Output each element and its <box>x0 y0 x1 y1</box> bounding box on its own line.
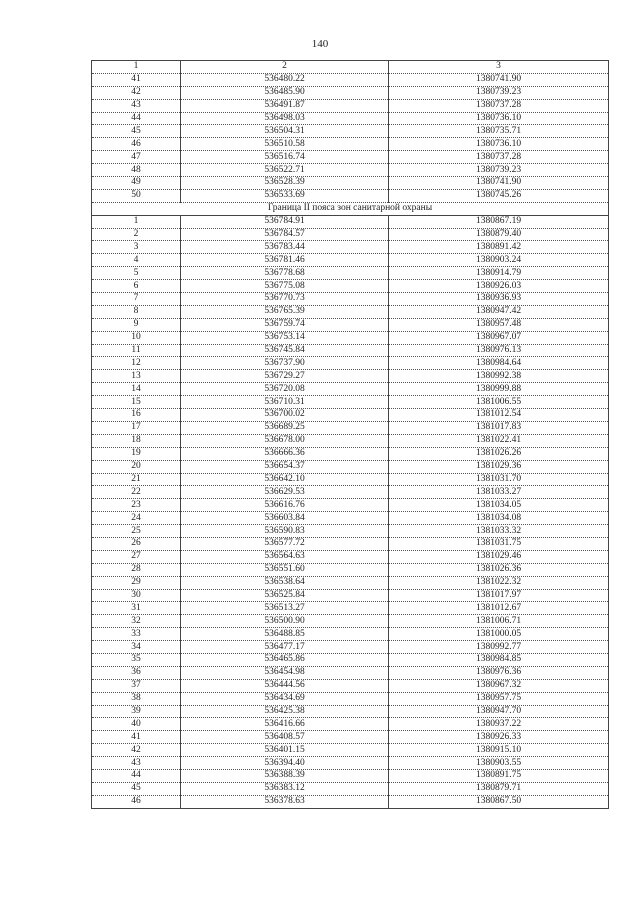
point-number-cell: 10 <box>92 331 181 344</box>
x-coordinate-cell: 536564.63 <box>181 550 389 563</box>
table-row <box>92 357 609 370</box>
x-coordinate-cell: 536737.90 <box>181 357 389 370</box>
point-number-cell: 43 <box>92 99 181 112</box>
y-coordinate-cell: 1381017.97 <box>389 589 609 602</box>
table-row <box>92 589 609 602</box>
x-coordinate-cell: 536513.27 <box>181 602 389 615</box>
x-coordinate-cell: 536783.44 <box>181 241 389 254</box>
x-coordinate-cell: 536525.84 <box>181 589 389 602</box>
table-row <box>92 99 609 112</box>
table-row <box>92 112 609 125</box>
x-coordinate-cell: 536477.17 <box>181 641 389 654</box>
x-coordinate-cell: 536629.53 <box>181 486 389 499</box>
header-row <box>92 61 609 74</box>
x-coordinate-cell: 536383.12 <box>181 782 389 795</box>
table-row <box>92 718 609 731</box>
y-coordinate-cell: 1380937.22 <box>389 718 609 731</box>
table-row <box>92 460 609 473</box>
point-number-cell: 4 <box>92 254 181 267</box>
point-number-cell: 38 <box>92 692 181 705</box>
x-coordinate-cell: 536616.76 <box>181 499 389 512</box>
x-coordinate-cell: 536491.87 <box>181 99 389 112</box>
table-row <box>92 86 609 99</box>
header-cell-y: 3 <box>389 61 609 74</box>
point-number-cell: 2 <box>92 228 181 241</box>
table-row <box>92 293 609 306</box>
x-coordinate-cell: 536590.83 <box>181 525 389 538</box>
x-coordinate-cell: 536753.14 <box>181 331 389 344</box>
point-number-cell: 42 <box>92 86 181 99</box>
x-coordinate-cell: 536710.31 <box>181 396 389 409</box>
table-row <box>92 383 609 396</box>
y-coordinate-cell: 1380735.71 <box>389 125 609 138</box>
y-coordinate-cell: 1381026.26 <box>389 447 609 460</box>
y-coordinate-cell: 1380745.26 <box>389 189 609 202</box>
point-number-cell: 46 <box>92 138 181 151</box>
table-row <box>92 628 609 641</box>
point-number-cell: 12 <box>92 357 181 370</box>
y-coordinate-cell: 1380926.33 <box>389 731 609 744</box>
point-number-cell: 48 <box>92 164 181 177</box>
point-number-cell: 19 <box>92 447 181 460</box>
y-coordinate-cell: 1381006.55 <box>389 396 609 409</box>
x-coordinate-cell: 536765.39 <box>181 305 389 318</box>
table-row <box>92 705 609 718</box>
x-coordinate-cell: 536759.74 <box>181 318 389 331</box>
point-number-cell: 40 <box>92 718 181 731</box>
y-coordinate-cell: 1381026.36 <box>389 563 609 576</box>
coordinates-table <box>91 60 609 809</box>
x-coordinate-cell: 536394.40 <box>181 757 389 770</box>
x-coordinate-cell: 536388.39 <box>181 769 389 782</box>
x-coordinate-cell: 536720.08 <box>181 383 389 396</box>
x-coordinate-cell: 536551.60 <box>181 563 389 576</box>
y-coordinate-cell: 1381000.05 <box>389 628 609 641</box>
section-title: Граница II пояса зон санитарной охраны <box>92 202 609 215</box>
y-coordinate-cell: 1380957.48 <box>389 318 609 331</box>
x-coordinate-cell: 536522.71 <box>181 164 389 177</box>
point-number-cell: 20 <box>92 460 181 473</box>
table-row <box>92 318 609 331</box>
point-number-cell: 23 <box>92 499 181 512</box>
table-row <box>92 267 609 280</box>
point-number-cell: 32 <box>92 615 181 628</box>
y-coordinate-cell: 1380999.88 <box>389 383 609 396</box>
y-coordinate-cell: 1380915.10 <box>389 744 609 757</box>
point-number-cell: 3 <box>92 241 181 254</box>
point-number-cell: 47 <box>92 151 181 164</box>
x-coordinate-cell: 536700.02 <box>181 409 389 422</box>
point-number-cell: 43 <box>92 757 181 770</box>
x-coordinate-cell: 536778.68 <box>181 267 389 280</box>
table-row <box>92 666 609 679</box>
header-cell-point: 1 <box>92 61 181 74</box>
x-coordinate-cell: 536729.27 <box>181 370 389 383</box>
table-row <box>92 731 609 744</box>
y-coordinate-cell: 1380739.23 <box>389 164 609 177</box>
point-number-cell: 45 <box>92 125 181 138</box>
point-number-cell: 49 <box>92 177 181 190</box>
x-coordinate-cell: 536603.84 <box>181 512 389 525</box>
table-row <box>92 525 609 538</box>
point-number-cell: 13 <box>92 370 181 383</box>
point-number-cell: 36 <box>92 666 181 679</box>
point-number-cell: 25 <box>92 525 181 538</box>
point-number-cell: 31 <box>92 602 181 615</box>
point-number-cell: 14 <box>92 383 181 396</box>
x-coordinate-cell: 536454.98 <box>181 666 389 679</box>
y-coordinate-cell: 1380936.93 <box>389 293 609 306</box>
table-row <box>92 177 609 190</box>
point-number-cell: 34 <box>92 641 181 654</box>
table-row <box>92 331 609 344</box>
x-coordinate-cell: 536408.57 <box>181 731 389 744</box>
table-row <box>92 189 609 202</box>
table-row <box>92 692 609 705</box>
point-number-cell: 33 <box>92 628 181 641</box>
x-coordinate-cell: 536770.73 <box>181 293 389 306</box>
y-coordinate-cell: 1380967.07 <box>389 331 609 344</box>
y-coordinate-cell: 1381017.83 <box>389 421 609 434</box>
table-row <box>92 370 609 383</box>
x-coordinate-cell: 536784.91 <box>181 215 389 228</box>
y-coordinate-cell: 1380891.42 <box>389 241 609 254</box>
table-row <box>92 550 609 563</box>
y-coordinate-cell: 1380947.70 <box>389 705 609 718</box>
y-coordinate-cell: 1380976.13 <box>389 344 609 357</box>
header-cell-x: 2 <box>181 61 389 74</box>
table-row <box>92 396 609 409</box>
point-number-cell: 24 <box>92 512 181 525</box>
y-coordinate-cell: 1380957.75 <box>389 692 609 705</box>
y-coordinate-cell: 1380992.77 <box>389 641 609 654</box>
x-coordinate-cell: 536577.72 <box>181 537 389 550</box>
point-number-cell: 17 <box>92 421 181 434</box>
x-coordinate-cell: 536510.58 <box>181 138 389 151</box>
x-coordinate-cell: 536781.46 <box>181 254 389 267</box>
y-coordinate-cell: 1380947.42 <box>389 305 609 318</box>
table-row <box>92 344 609 357</box>
y-coordinate-cell: 1381006.71 <box>389 615 609 628</box>
y-coordinate-cell: 1381029.46 <box>389 550 609 563</box>
x-coordinate-cell: 536504.31 <box>181 125 389 138</box>
table-row <box>92 254 609 267</box>
table-row <box>92 280 609 293</box>
x-coordinate-cell: 536516.74 <box>181 151 389 164</box>
point-number-cell: 5 <box>92 267 181 280</box>
point-number-cell: 39 <box>92 705 181 718</box>
table-row <box>92 757 609 770</box>
table-row <box>92 499 609 512</box>
y-coordinate-cell: 1380867.50 <box>389 795 609 808</box>
x-coordinate-cell: 536378.63 <box>181 795 389 808</box>
x-coordinate-cell: 536745.84 <box>181 344 389 357</box>
x-coordinate-cell: 536401.15 <box>181 744 389 757</box>
point-number-cell: 8 <box>92 305 181 318</box>
table-row <box>92 653 609 666</box>
point-number-cell: 21 <box>92 473 181 486</box>
x-coordinate-cell: 536784.57 <box>181 228 389 241</box>
x-coordinate-cell: 536444.56 <box>181 679 389 692</box>
x-coordinate-cell: 536528.39 <box>181 177 389 190</box>
y-coordinate-cell: 1381033.27 <box>389 486 609 499</box>
x-coordinate-cell: 536498.03 <box>181 112 389 125</box>
x-coordinate-cell: 536642.10 <box>181 473 389 486</box>
y-coordinate-cell: 1380926.03 <box>389 280 609 293</box>
table-row <box>92 125 609 138</box>
x-coordinate-cell: 536538.64 <box>181 576 389 589</box>
y-coordinate-cell: 1380736.10 <box>389 138 609 151</box>
y-coordinate-cell: 1381012.67 <box>389 602 609 615</box>
table-row <box>92 241 609 254</box>
y-coordinate-cell: 1380867.19 <box>389 215 609 228</box>
table-row <box>92 434 609 447</box>
x-coordinate-cell: 536500.90 <box>181 615 389 628</box>
y-coordinate-cell: 1380739.23 <box>389 86 609 99</box>
point-number-cell: 15 <box>92 396 181 409</box>
point-number-cell: 6 <box>92 280 181 293</box>
y-coordinate-cell: 1380967.32 <box>389 679 609 692</box>
table-row <box>92 769 609 782</box>
point-number-cell: 37 <box>92 679 181 692</box>
y-coordinate-cell: 1381034.08 <box>389 512 609 525</box>
y-coordinate-cell: 1381029.36 <box>389 460 609 473</box>
point-number-cell: 46 <box>92 795 181 808</box>
table-row <box>92 447 609 460</box>
y-coordinate-cell: 1380737.28 <box>389 99 609 112</box>
point-number-cell: 16 <box>92 409 181 422</box>
table-row <box>92 512 609 525</box>
page-number: 140 <box>311 38 329 50</box>
point-number-cell: 7 <box>92 293 181 306</box>
x-coordinate-cell: 536654.37 <box>181 460 389 473</box>
table-row <box>92 744 609 757</box>
point-number-cell: 28 <box>92 563 181 576</box>
point-number-cell: 26 <box>92 537 181 550</box>
x-coordinate-cell: 536666.36 <box>181 447 389 460</box>
y-coordinate-cell: 1381022.41 <box>389 434 609 447</box>
x-coordinate-cell: 536485.90 <box>181 86 389 99</box>
y-coordinate-cell: 1380741.90 <box>389 177 609 190</box>
table-row <box>92 228 609 241</box>
x-coordinate-cell: 536465.86 <box>181 653 389 666</box>
table-row <box>92 602 609 615</box>
y-coordinate-cell: 1381031.70 <box>389 473 609 486</box>
y-coordinate-cell: 1380879.40 <box>389 228 609 241</box>
point-number-cell: 35 <box>92 653 181 666</box>
point-number-cell: 22 <box>92 486 181 499</box>
point-number-cell: 44 <box>92 769 181 782</box>
coordinates-table-body <box>92 61 609 809</box>
table-row <box>92 473 609 486</box>
table-row <box>92 563 609 576</box>
table-row <box>92 138 609 151</box>
y-coordinate-cell: 1380984.64 <box>389 357 609 370</box>
y-coordinate-cell: 1380914.79 <box>389 267 609 280</box>
x-coordinate-cell: 536434.69 <box>181 692 389 705</box>
x-coordinate-cell: 536480.22 <box>181 73 389 86</box>
point-number-cell: 18 <box>92 434 181 447</box>
table-row <box>92 215 609 228</box>
point-number-cell: 27 <box>92 550 181 563</box>
y-coordinate-cell: 1380903.55 <box>389 757 609 770</box>
point-number-cell: 41 <box>92 73 181 86</box>
y-coordinate-cell: 1380736.10 <box>389 112 609 125</box>
table-row <box>92 679 609 692</box>
point-number-cell: 44 <box>92 112 181 125</box>
table-row <box>92 164 609 177</box>
table-row <box>92 537 609 550</box>
x-coordinate-cell: 536533.69 <box>181 189 389 202</box>
point-number-cell: 29 <box>92 576 181 589</box>
y-coordinate-cell: 1380737.28 <box>389 151 609 164</box>
y-coordinate-cell: 1380741.90 <box>389 73 609 86</box>
y-coordinate-cell: 1381022.32 <box>389 576 609 589</box>
y-coordinate-cell: 1380992.38 <box>389 370 609 383</box>
x-coordinate-cell: 536416.66 <box>181 718 389 731</box>
y-coordinate-cell: 1380891.75 <box>389 769 609 782</box>
y-coordinate-cell: 1381012.54 <box>389 409 609 422</box>
point-number-cell: 42 <box>92 744 181 757</box>
y-coordinate-cell: 1381033.32 <box>389 525 609 538</box>
x-coordinate-cell: 536775.08 <box>181 280 389 293</box>
point-number-cell: 9 <box>92 318 181 331</box>
point-number-cell: 41 <box>92 731 181 744</box>
point-number-cell: 1 <box>92 215 181 228</box>
y-coordinate-cell: 1380879.71 <box>389 782 609 795</box>
y-coordinate-cell: 1380903.24 <box>389 254 609 267</box>
point-number-cell: 11 <box>92 344 181 357</box>
point-number-cell: 30 <box>92 589 181 602</box>
table-row <box>92 151 609 164</box>
table-row <box>92 641 609 654</box>
x-coordinate-cell: 536678.00 <box>181 434 389 447</box>
table-row <box>92 486 609 499</box>
table-row <box>92 782 609 795</box>
table-row <box>92 615 609 628</box>
y-coordinate-cell: 1381031.75 <box>389 537 609 550</box>
x-coordinate-cell: 536425.38 <box>181 705 389 718</box>
x-coordinate-cell: 536488.85 <box>181 628 389 641</box>
point-number-cell: 50 <box>92 189 181 202</box>
table-row <box>92 576 609 589</box>
table-row <box>92 409 609 422</box>
section-row <box>92 202 609 215</box>
table-row <box>92 795 609 808</box>
y-coordinate-cell: 1381034.05 <box>389 499 609 512</box>
table-row <box>92 305 609 318</box>
table-row <box>92 73 609 86</box>
point-number-cell: 45 <box>92 782 181 795</box>
x-coordinate-cell: 536689.25 <box>181 421 389 434</box>
y-coordinate-cell: 1380976.36 <box>389 666 609 679</box>
y-coordinate-cell: 1380984.85 <box>389 653 609 666</box>
table-row <box>92 421 609 434</box>
